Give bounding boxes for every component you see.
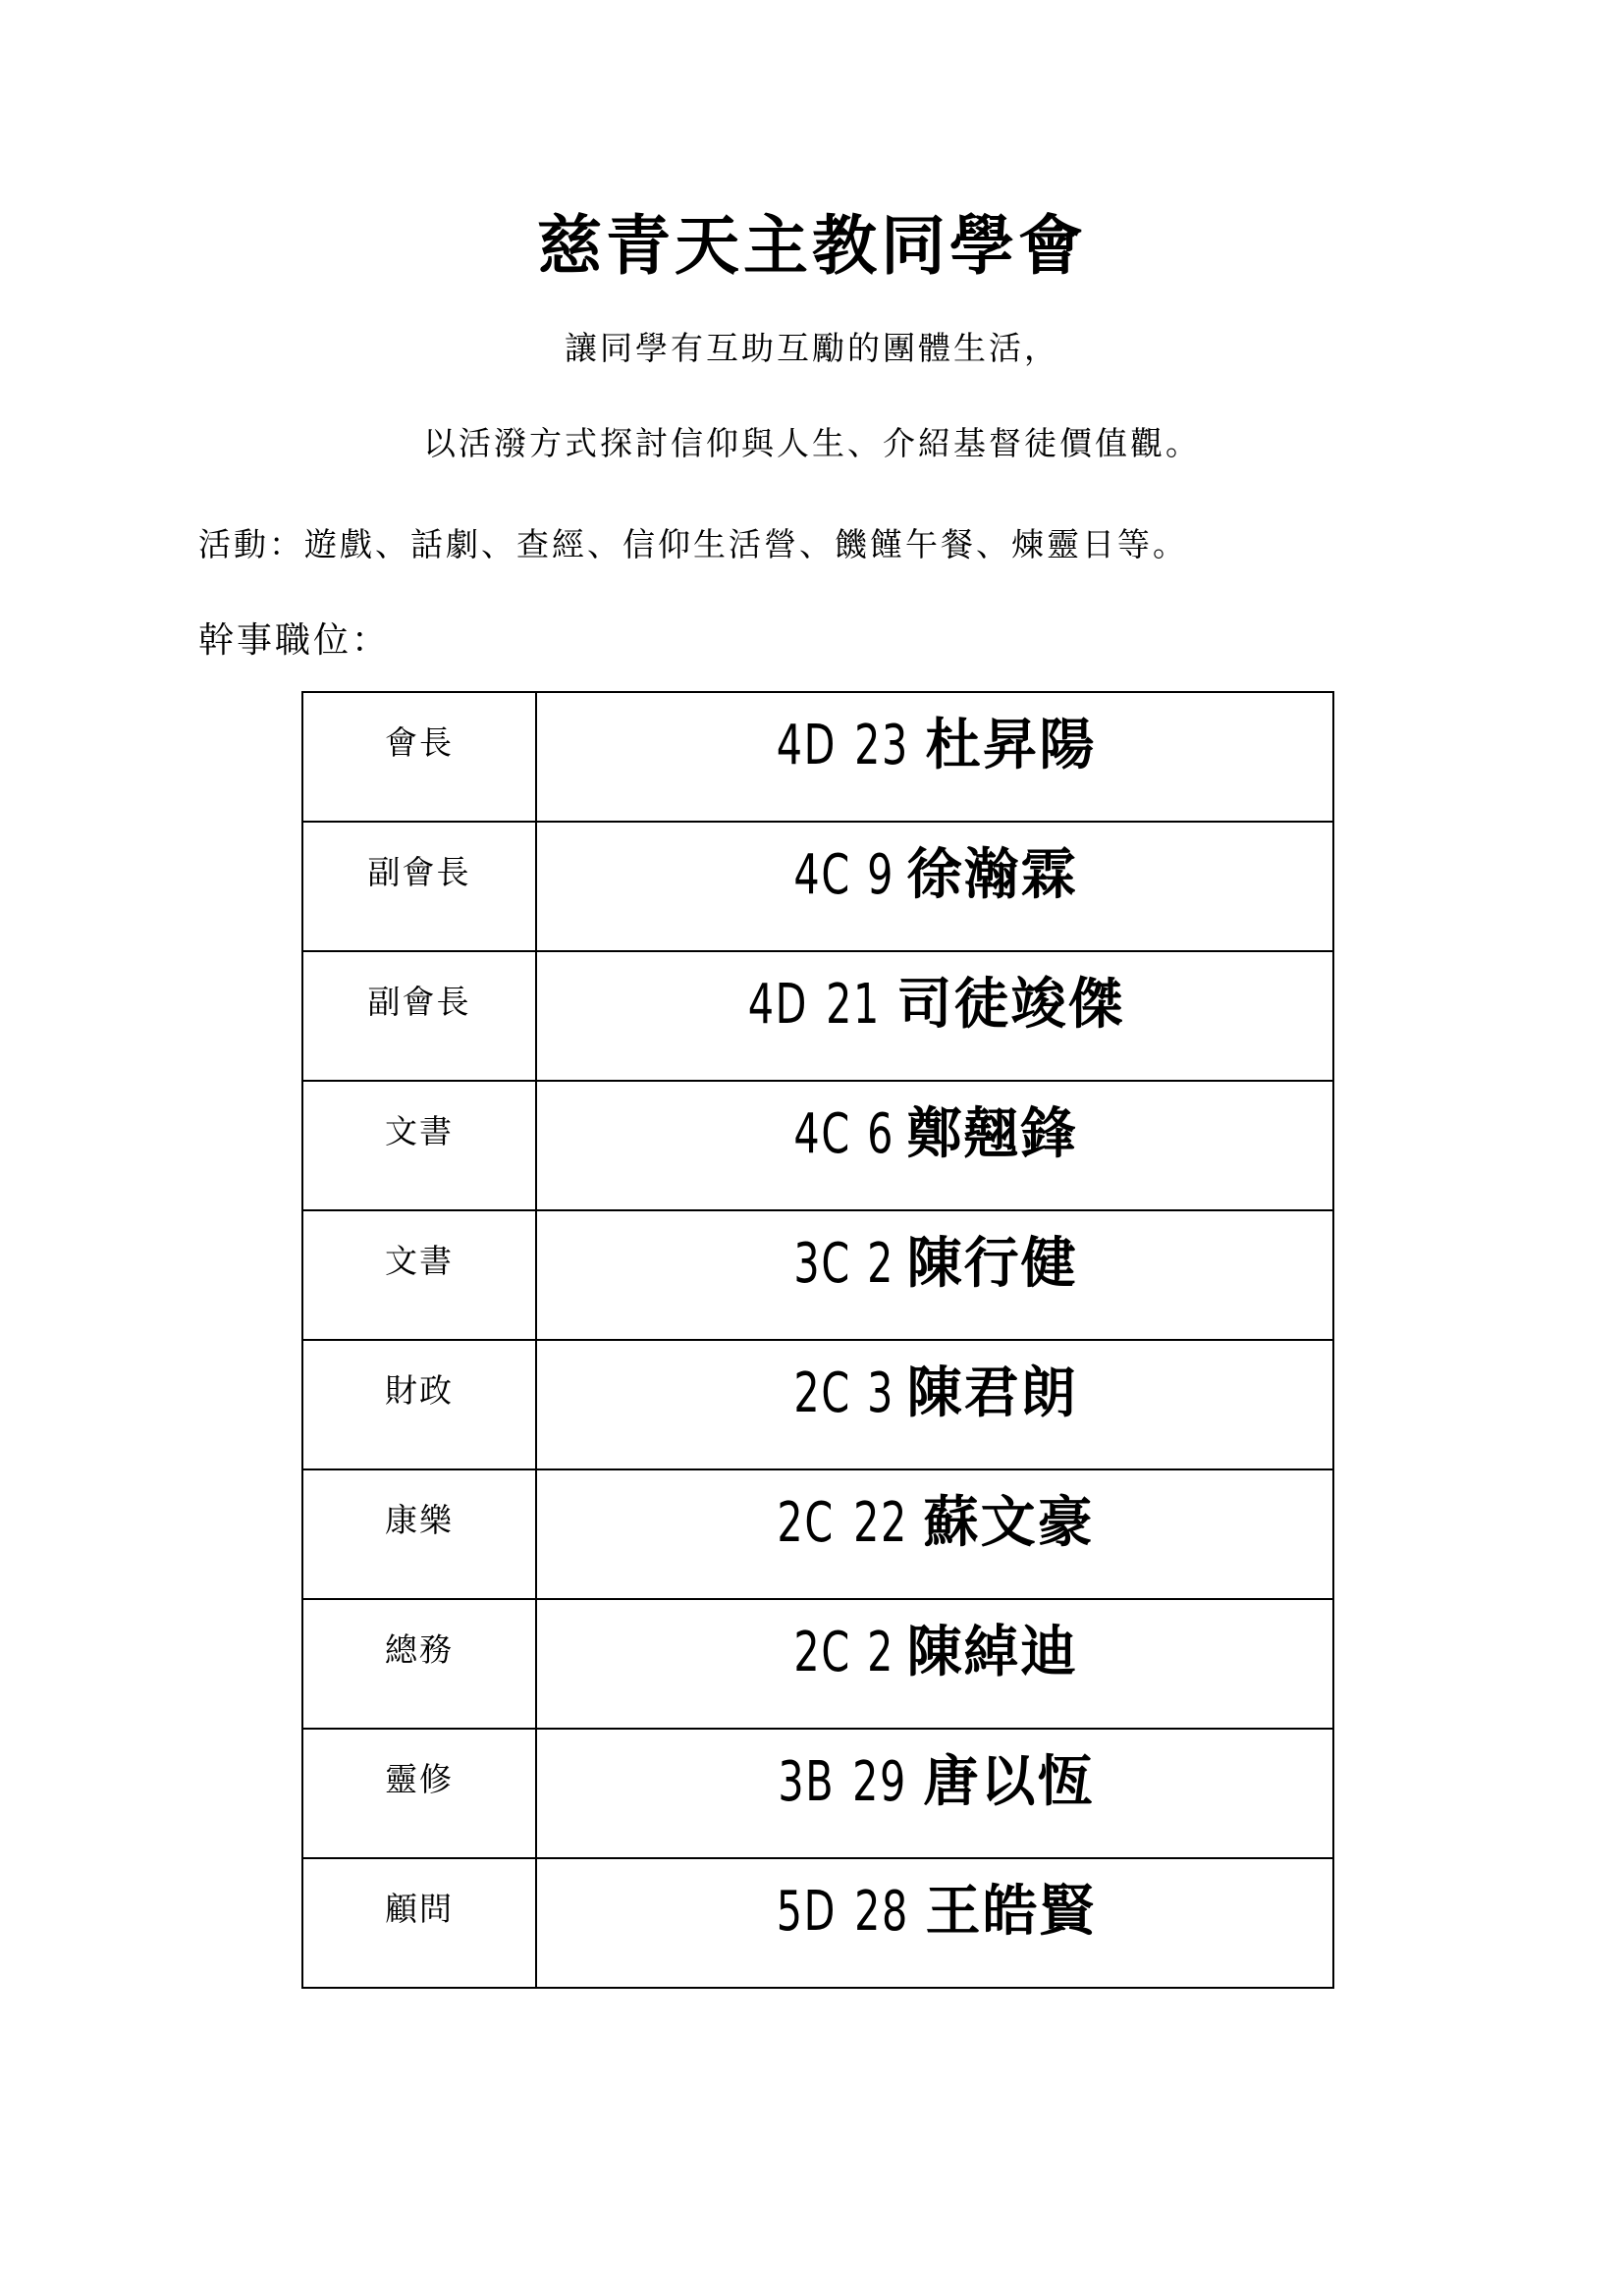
member-cell [536,1729,1333,1858]
member-number: 23 [854,714,910,777]
role-label: 財政 [385,1371,454,1410]
role-cell [302,1599,536,1729]
member-number: 28 [854,1880,910,1944]
table-row [302,1858,1333,1988]
table-row [302,1729,1333,1858]
table-row [302,1340,1333,1469]
table-row [302,1469,1333,1599]
member-class: 5D [776,1880,837,1944]
role-cell [302,1729,536,1858]
member-number: 21 [826,973,882,1037]
role-label: 顧問 [385,1890,454,1928]
member-class: 3B [777,1750,835,1814]
role-cell [302,822,536,951]
role-cell [302,1081,536,1210]
member-name: 徐瀚霖 [906,842,1078,907]
member-cell [536,1081,1333,1210]
role-cell [302,692,536,822]
role-label: 會長 [385,723,454,762]
member-entry [537,1859,1332,1947]
role-cell [302,1340,536,1469]
member-name: 陳綽迪 [906,1620,1078,1684]
member-cell [536,1599,1333,1729]
member-class: 4C [793,1102,852,1166]
role-label: 文書 [385,1112,454,1150]
member-cell [536,1858,1333,1988]
member-class: 4D [776,714,837,777]
role-cell [302,951,536,1081]
member-name: 陳君朗 [906,1361,1078,1425]
member-entry [537,1211,1332,1299]
activities-text: 活動：遊戲、話劇、查經、信仰生活營、饑饉午餐、煉靈日等。 [198,525,1188,563]
member-name: 杜昇陽 [925,713,1097,777]
member-class: 2C [793,1621,852,1684]
member-name: 蘇文豪 [923,1490,1095,1555]
table-row [302,1210,1333,1340]
role-cell [302,1210,536,1340]
member-entry [537,1470,1332,1558]
member-number: 22 [852,1491,908,1555]
role-label: 靈修 [385,1760,454,1798]
member-class: 2C [777,1491,836,1555]
committee-heading: 幹事職位： [198,620,391,661]
member-entry [537,693,1332,780]
mission-line-2: 以活潑方式探討信仰與人生、介紹基督徒價值觀。 [423,424,1201,462]
member-name: 唐以恆 [923,1749,1095,1814]
table-row [302,951,1333,1081]
member-entry [537,1341,1332,1428]
page-title: 慈青天主教同學會 [537,207,1087,284]
role-label: 副會長 [367,853,471,891]
member-class: 4C [793,843,852,907]
member-class: 4D [747,973,808,1037]
role-label: 文書 [385,1242,454,1280]
member-entry [537,823,1332,910]
member-number: 9 [866,843,894,907]
member-number: 2 [866,1621,894,1684]
mission-line-1: 讓同學有互助互勵的團體生活， [565,329,1059,367]
committee-table [301,691,1334,1989]
member-name: 陳行健 [906,1231,1078,1296]
member-cell [536,692,1333,822]
table-row [302,822,1333,951]
member-number: 6 [866,1102,894,1166]
member-cell [536,951,1333,1081]
member-cell [536,822,1333,951]
member-number: 2 [866,1232,894,1296]
table-row [302,692,1333,822]
member-cell [536,1340,1333,1469]
member-class: 3C [793,1232,852,1296]
member-entry [537,952,1332,1040]
role-label: 康樂 [385,1501,454,1539]
member-number: 3 [866,1362,894,1425]
role-label: 副會長 [367,983,471,1021]
role-cell [302,1858,536,1988]
member-cell [536,1210,1333,1340]
role-label: 總務 [385,1630,454,1669]
member-name: 司徒竣傑 [896,972,1125,1037]
member-entry [537,1082,1332,1169]
table-row [302,1599,1333,1729]
member-name: 王皓賢 [925,1879,1097,1944]
role-cell [302,1469,536,1599]
member-entry [537,1730,1332,1817]
member-class: 2C [793,1362,852,1425]
table-row [302,1081,1333,1210]
member-name: 鄭翹鋒 [906,1101,1078,1166]
member-number: 29 [852,1750,908,1814]
member-cell [536,1469,1333,1599]
member-entry [537,1600,1332,1687]
